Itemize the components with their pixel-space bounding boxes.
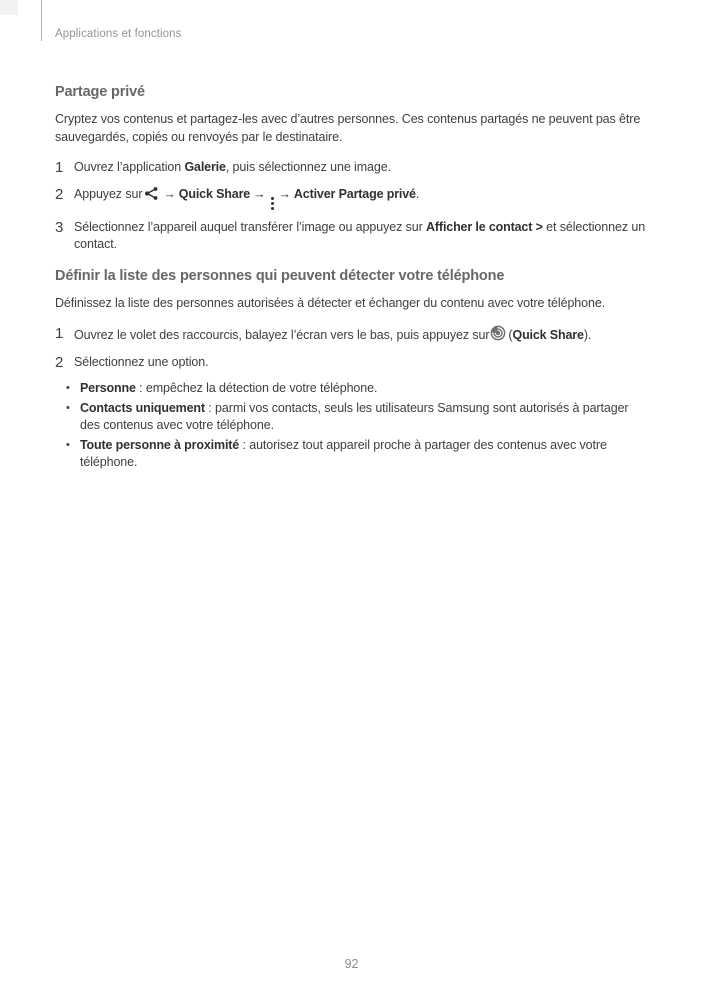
more-options-icon: [271, 197, 274, 210]
step-text: [74, 219, 649, 254]
option-label-personne: Personne: [80, 381, 136, 395]
step-1: [55, 325, 649, 345]
step-number: 1: [55, 325, 64, 342]
section-intro: Définissez la liste des personnes autorisées à détecter et échanger du contenu avec votre téléphone.: [55, 295, 606, 310]
step-text-end: .: [415, 186, 420, 201]
app-name-galerie: Galerie: [184, 160, 226, 174]
arrow-glyph: →: [253, 186, 266, 201]
option-description: : parmi vos contacts, seuls les utilisateurs Samsung sont autorisés à partager des contenus avec votre téléphone.: [80, 400, 629, 432]
page-corner-mark: [0, 0, 18, 15]
step-text-pre: Ouvrez le volet des raccourcis, balayez l’écran vers le bas, puis appuyez sur: [74, 328, 490, 342]
section-heading-partage-prive: Partage privé: [55, 84, 145, 100]
menu-label-activer-partage-prive: Activer Partage privé: [293, 186, 416, 201]
step-text-pre: Sélectionnez l’appareil auquel transférer l’image ou appuyez sur: [74, 219, 427, 234]
option-description: : empêchez la détection de votre téléphone.: [135, 381, 378, 395]
step-1: [55, 159, 649, 177]
share-icon: [144, 186, 159, 201]
paren-close: ).: [583, 328, 592, 342]
section-intro: Cryptez vos contenus et partagez-les avec d’autres personnes. Ces contenus partagés ne peuvent pas être sauvegardés, copiés ou renvoyés par le destinataire.: [55, 112, 641, 144]
step-text: [74, 325, 649, 345]
section-partage-prive: [55, 84, 649, 254]
list-item-text: [80, 437, 649, 472]
option-list: [55, 380, 649, 472]
option-label-contacts-uniquement: Contacts uniquement: [80, 400, 205, 415]
step-text: Sélectionnez une option.: [74, 354, 209, 369]
numbered-steps: [55, 159, 649, 254]
running-header: Applications et fonctions: [55, 28, 182, 40]
page-number: 92: [344, 957, 359, 971]
paren-open: (: [508, 328, 513, 342]
step-text-pre: Appuyez sur: [74, 186, 143, 201]
list-item-text: [80, 380, 649, 398]
step-number: 1: [55, 159, 64, 176]
option-label-toute-personne: Toute personne à proximité: [80, 437, 240, 452]
menu-label-quick-share: Quick Share: [178, 186, 251, 201]
step-text-post: et sélectionnez un contact.: [74, 219, 646, 251]
list-item-text: [80, 400, 649, 435]
step-number: 2: [55, 353, 64, 371]
header-rule: [41, 0, 42, 41]
arrow-glyph: →: [163, 186, 176, 201]
section-heading-definir-liste: Définir la liste des personnes qui peuvent détecter votre téléphone: [55, 267, 505, 284]
bullet-glyph: •: [66, 401, 70, 414]
bullet-glyph: •: [66, 438, 70, 451]
button-label-afficher-le-contact: Afficher le contact >: [426, 219, 543, 234]
list-item-toute-personne: [66, 437, 649, 472]
step-number: 2: [55, 185, 64, 203]
step-text-post: , puis sélectionnez une image.: [225, 160, 391, 174]
numbered-steps: [55, 325, 649, 371]
arrow-glyph: →: [278, 186, 291, 201]
step-text-pre: Ouvrez l’application: [74, 160, 185, 174]
list-item-contacts-uniquement: [66, 400, 649, 435]
bullet-glyph: •: [66, 382, 70, 394]
quick-share-icon: [490, 325, 506, 341]
step-2: [55, 186, 649, 210]
option-description: : autorisez tout appareil proche à partager des contenus avec votre téléphone.: [80, 437, 607, 469]
step-text: [74, 159, 649, 177]
step-3: [55, 219, 649, 254]
setting-label-quick-share: Quick Share: [512, 328, 584, 342]
step-number: 3: [55, 218, 64, 236]
step-text: [74, 186, 649, 210]
page-content: [55, 84, 649, 474]
list-item-personne: [66, 380, 649, 398]
step-2: [55, 354, 649, 372]
section-definir-liste: [55, 268, 649, 472]
